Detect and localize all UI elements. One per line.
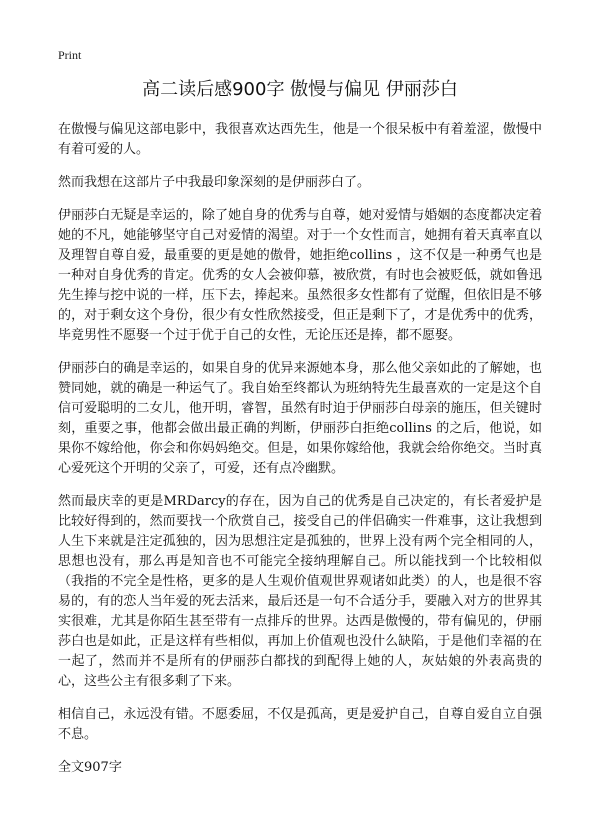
paragraph-6: 相信自己，永远没有错。不愿委屈，不仅是孤高，更是爱护自己，自尊自爱自立自强不息。	[58, 707, 542, 742]
paragraph-3: 伊丽莎白无疑是幸运的，除了她自身的优秀与自尊，她对爱情与婚姻的态度都决定着她的不凡，她能够坚守自己对爱情的渴望。对于一个女性而言，她拥有着天真率直以及理智自尊自爱，最重要的更是她的傲骨，她拒绝collins ，这不仅是一种勇气也是一种对自身优秀的肯定。优秀的女人会被仰慕，被欣赏，有时也会被贬低，就如鲁迅先生捧与挖中说的一样，压下去，捧起来。虽然很多女性都有了觉醒，但依旧是不够的，对于剩女这个身份，很少有女性欣然接受，但正是剩下了，才是优秀中的优秀，毕竟男性不愿娶一个过于优于自己的女性，无论压还是捧，都不愿娶。	[58, 208, 542, 343]
paragraph-5: 然而最庆幸的更是MRDarcy的存在，因为自己的优秀是自己决定的，有长者爱护是比较好得到的，然而要找一个欣赏自己，接受自己的伴侣确实一件难事，这让我想到人生下来就是注定孤独的，因为思想注定是孤独的，世界上没有两个完全相同的人，思想也没有，那么再是知音也不可能完全接纳理解自己。所以能找到一个比较相似（我指的不完全是性格，更多的是人生观价值观世界观诸如此类）的人，也是很不容易的，有的恋人当年爱的死去活来，最后还是一句不合适分手，要融入对方的世界其实很难，尤其是你陌生甚至带有一点排斥的世界。达西是傲慢的，带有偏见的，伊丽莎白也是如此，正是这样有些相似，再加上价值观也没什么缺陷，于是他们幸福的在一起了，然而并不是所有的伊丽莎白都找的到配得上她的人，灰姑娘的外表高贵的心，这些公主有很多剩了下来。	[58, 494, 542, 689]
print-link[interactable]: Print	[58, 48, 82, 62]
paragraph-2: 然而我想在这部片子中我最印象深刻的是伊丽莎白了。	[58, 175, 371, 190]
word-count: 全文907字	[58, 760, 122, 775]
paragraph-4: 伊丽莎白的确是幸运的，如果自身的优异来源她本身，那么他父亲如此的了解她，也赞同她，就的确是一种运气了。我自始至终都认为班纳特先生最喜欢的一定是这个自信可爱聪明的二女儿，他开明，睿智，虽然有时迫于伊丽莎白母亲的施压，但关键时刻，重要之事，他都会做出最正确的判断，伊丽莎白拒绝collins 的之后，他说，如果你不嫁给他，你会和你妈妈绝交。但是，如果你嫁给他，我就会给你绝交。当时真心爱死这个开明的父亲了，可爱，还有点冷幽默。	[58, 361, 542, 476]
paragraph-1: 在傲慢与偏见这部电影中，我很喜欢达西先生，他是一个很呆板中有着羞涩，傲慢中有着可爱的人。	[58, 122, 542, 157]
page-title: 高二读后感900字 傲慢与偏见 伊丽莎白	[142, 79, 458, 100]
